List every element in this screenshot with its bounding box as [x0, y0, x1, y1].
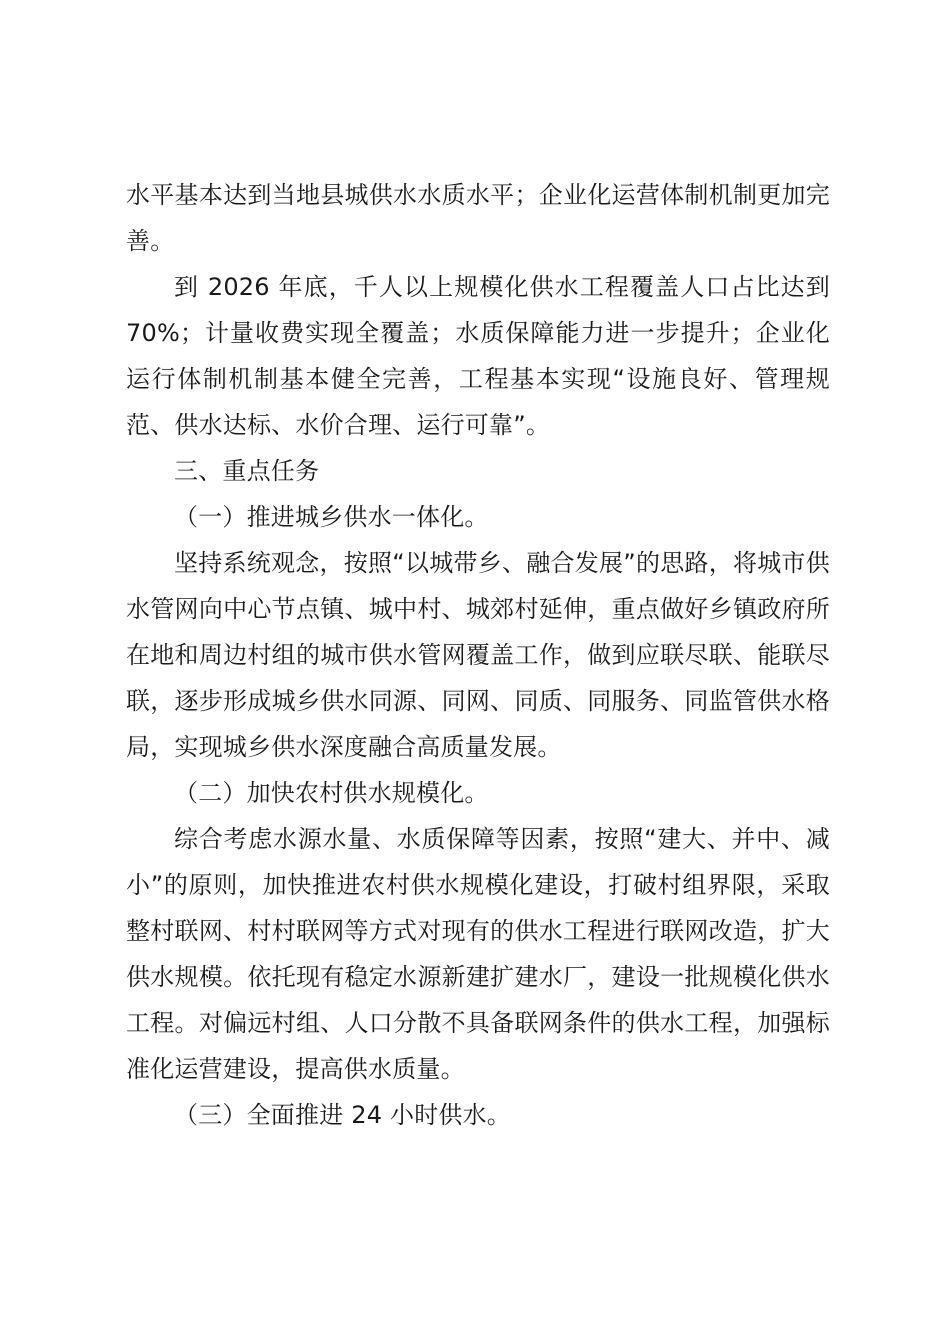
section-heading-key-tasks: 三、重点任务	[174, 457, 320, 485]
paragraph-rural-scale-up: 综合考虑水源水量、水质保障等因素，按照“建大、并中、减小”的原则，加快推进农村供水规模化建设，打破村组界限，采取整村联网、村村联网等方式对现有的供水工程进行联网改造，扩大供水规模。依托现有稳定水源新建扩建水厂，建设一批规模化供水工程。对偏远村组、人口分散不具备联网条件的供水工程，加强标准化运营建设，提高供水质量。	[126, 825, 830, 1083]
document-body	[126, 172, 830, 1138]
subheading-24-hour-supply: （三）全面推进 24 小时供水。	[174, 1101, 511, 1129]
paragraph-urban-rural-integration: 坚持系统观念，按照“以城带乡、融合发展”的思路，将城市供水管网向中心节点镇、城中村、城郊村延伸，重点做好乡镇政府所在地和周边村组的城市供水管网覆盖工作，做到应联尽联、能联尽联，逐步形成城乡供水同源、同网、同质、同服务、同监管供水格局，实现城乡供水深度融合高质量发展。	[126, 549, 830, 761]
paragraph-2026-targets: 到 2026 年底，千人以上规模化供水工程覆盖人口占比达到 70%；计量收费实现全覆盖；水质保障能力进一步提升；企业化运行体制机制基本健全完善，工程基本实现“设施良好、管理规范、供水达标、水价合理、运行可靠”。	[126, 273, 830, 439]
subheading-urban-rural-integration: （一）推进城乡供水一体化。	[174, 503, 489, 531]
paragraph-continued-quality-target: 水平基本达到当地县城供水水质水平；企业化运营体制机制更加完善。	[126, 181, 830, 255]
subheading-rural-scale-up: （二）加快农村供水规模化。	[174, 779, 489, 807]
